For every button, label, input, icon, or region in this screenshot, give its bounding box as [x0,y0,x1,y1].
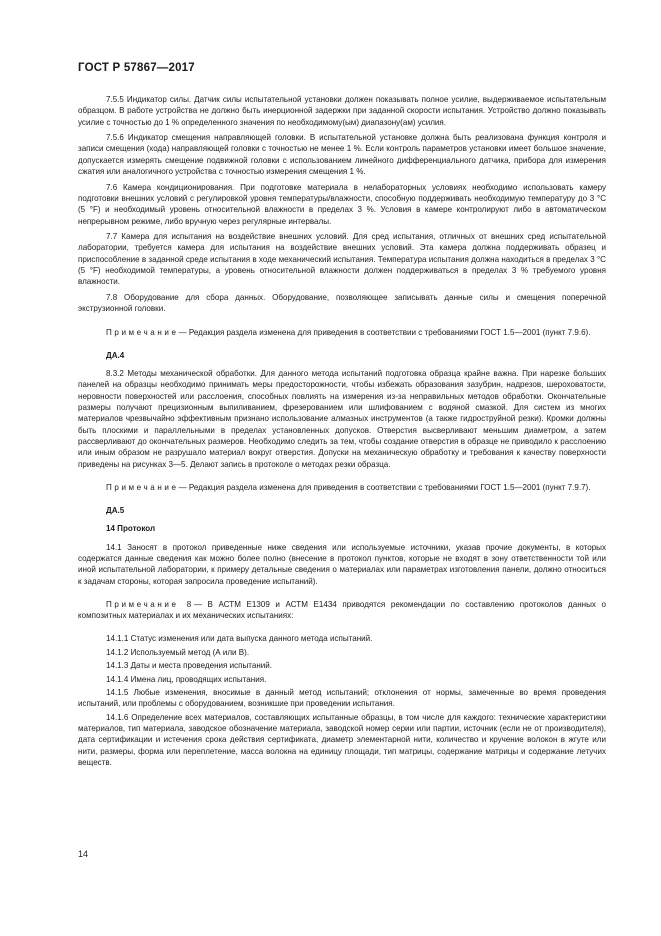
paragraph-7-6: 7.6 Камера кондиционирования. При подготовке материала в нелабораторных условиях необходимо использовать камеру подготовки внешних условий с регулировкой уровня температуры/влажности, способную поддерживать необходимую температуру до 3 °С (5 °F) и необходимый уровень относительной влажности в пределах 3 %. Условия в камере контролируют либо в автоматическом непрерывном режиме, либо вручную через регулярные интервалы. [78,182,606,226]
note-8 [78,599,606,622]
note-2 [78,482,606,493]
note-1-text: — Редакция раздела изменена для приведения в соответствии с требованиями ГОСТ 1.5—2001 (пункт 7.9.6). [178,327,591,337]
note-8-label: Примечание 8 [106,599,194,609]
list-item-14-1-1: 14.1.1 Статус изменения или дата выпуска данного метода испытаний. [106,634,373,644]
list-item-14-1-4: 14.1.4 Имена лиц, проводящих испытания. [106,674,267,684]
paragraph-7-7: 7.7 Камера для испытания на воздействие внешних условий. Для сред испытания, отличных от внешних сред испытательной лаборатории, требуется камера для испытания на воздействие внешних условий. Эта камера должна поддерживать образец и приспособление в заданной среде испытания в ходе механический испытания. Температура испытания должна находиться в пределах 3 °С (5 °F) необходимой температуры, а уровень относительной влажности должен поддерживаться в пределах 3 % требуемого уровня влажности. [78,232,606,287]
page-content [78,94,606,770]
note-2-label: Примечание [106,482,179,492]
list-item-14-1-3: 14.1.3 Даты и места проведения испытаний. [106,661,273,671]
paragraph-14-1: 14.1 Заносят в протокол приведенные ниже сведения или используемые источники, указав прочие документы, в которых содержатся данные сведения как можно более полно (внесение в протокол пунктов, которые не входят в зону ответственности той или иной испытательной лаборатории, к примеру детальные сведения о материалах или параметрах изготовления панели, должно относиться к задачам стороны, которая запросила проведение испытаний). [78,542,606,586]
paragraph-7-5-6: 7.5.6 Индикатор смещения направляющей головки. В испытательной установке должна быть реализована функция контроля и записи смещения (хода) направляющей головки с точностью не менее 1 %. Если контроль параметров установки имеет большое значение, допускается измерять смещение подвижной головки с использованием линейного дифференциального датчика, прибора для измерения сжатия или аналогичного устройства с точностью измерения смещения 1 %. [78,133,606,177]
list-item-14-1-6: 14.1.6 Определение всех материалов, составляющих испытанные образцы, в том числе для каждого: технические характеристики материалов, тип материала, заводское обозначение материала, заводской номер серии или партии, источник (если не от производителя), дата сертификации и истечения срока действия сертификата, диаметр элементарной нити, количество и кручение волокон в жгуте или нити, размеры, форма или переплетение, масса волокна на единицу площади, тип матрицы, содержание матрицы и содержание летучих веществ. [78,712,606,767]
list-item-14-1-5: 14.1.5 Любые изменения, вносимые в данный метод испытаний; отклонения от нормы, замеченные во время проведения испытаний, или проблемы с оборудованием, возникшие при проведении испытания. [78,688,606,709]
heading-da4: ДА.4 [106,350,125,360]
paragraph-8-3-2: 8.3.2 Методы механической обработки. Для данного метода испытаний подготовка образца крайне важна. При нарезке больших панелей на образцы необходимо принимать меры предосторожности, чтобы избежать образования зазубрин, надрезов, шероховатости, неровности поверхностей или расслоения, способных повлиять на измерения из-за неправильных методов обработки. Окончательные размеры получают прецизионным выпиливанием, фрезерованием или шлифованием с водяной смазкой. Для систем из многих материалов чрезвычайно эффективным признано использование алмазных инструментов (а также гидроструйной резки). Кромки должны быть плоскими и параллельными в пределах установленных допусков. Отверстия высверливают меньшим диаметром, а затем рассверливают до окончательных размеров. Необходимо следить за тем, чтобы создание отверстия в образце не приводило к расслоению или иным образом не разрушало материал вокруг отверстия. Допуски на механическую обработку и требования к качеству поверхности приведены на рисунках 3—5. Делают запись в протоколе о методах резки образца. [78,369,606,469]
heading-section-14: 14 Протокол [106,524,156,534]
note-8-text: — В АСТМ Е1309 и АСТМ Е1434 приводятся рекомендации по составлению протоколов данных о композитных материалах и их механических испытаниях: [78,599,606,621]
paragraph-7-5-5: 7.5.5 Индикатор силы. Датчик силы испытательной установки должен показывать полное усилие, выдерживаемое испытательным образцом. В работе устройства не должно быть инерционной задержки при заданной скорости испытания. Устройство должно показывать усилие с точностью до 1 % определенного значения по необходимому(ым) диапазону(ам) усилия. [78,95,606,127]
list-item-14-1-2: 14.1.2 Используемый метод (А или В). [106,647,250,657]
note-2-text: — Редакция раздела изменена для приведения в соответствии с требованиями ГОСТ 1.5—2001 (пункт 7.9.7). [178,482,591,492]
paragraph-7-8: 7.8 Оборудование для сбора данных. Оборудование, позволяющее записывать данные силы и смещения поперечной экструзионной головки. [78,292,606,314]
note-1 [78,327,606,338]
heading-da5: ДА.5 [106,506,125,516]
document-header: ГОСТ Р 57867—2017 [78,62,195,74]
page-number: 14 [78,849,89,859]
note-1-label: Примечание [106,327,179,337]
